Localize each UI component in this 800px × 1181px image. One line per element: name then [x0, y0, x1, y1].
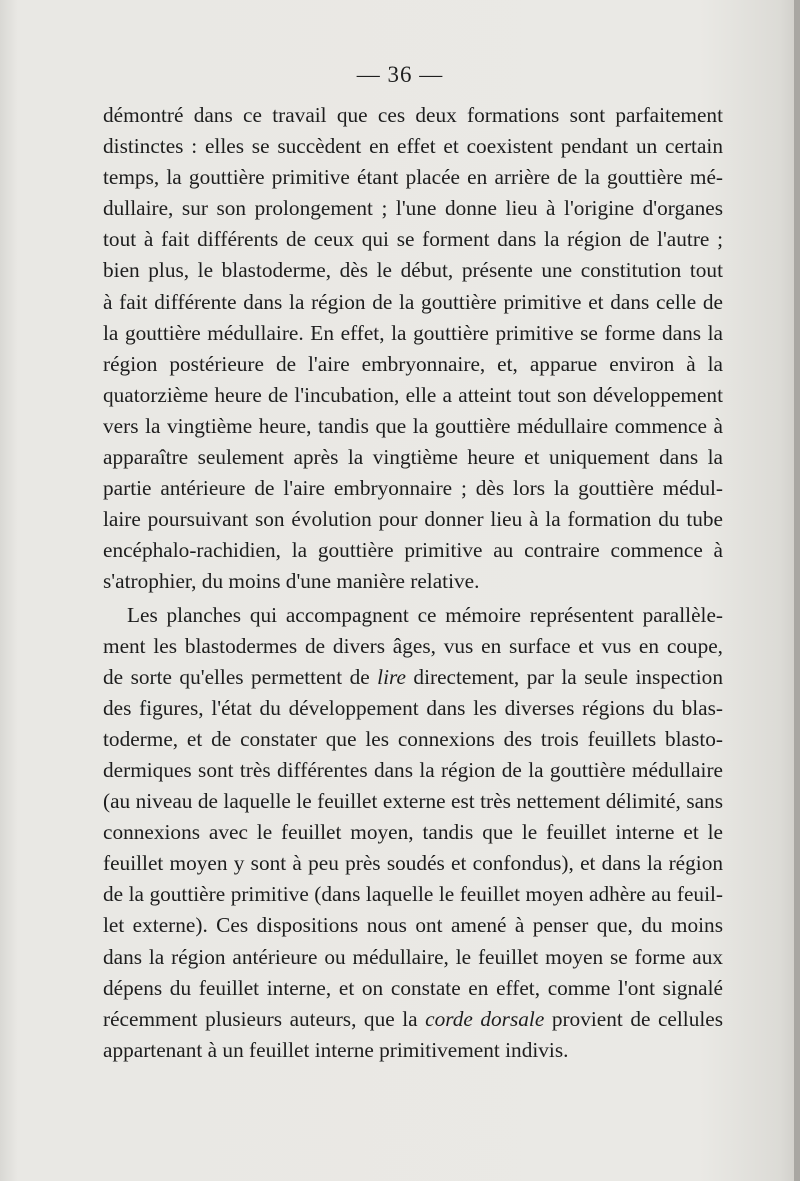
text-line: laire poursuivant son évolution pour donner lieu à la formation du tube [103, 507, 723, 532]
italic-term: corde dorsale [425, 1006, 545, 1031]
text-line: tout à fait différents de ceux qui se forment dans la région de l'autre ; [103, 227, 723, 252]
text-line: encéphalo-rachidien, la gouttière primitive au contraire commence à [103, 538, 723, 563]
text-line: distinctes : elles se succèdent en effet et coexistent pendant un certain [103, 134, 723, 159]
body-text [103, 100, 723, 1066]
text-line: dépens du feuillet interne, et on constate en effet, comme l'ont signalé [103, 975, 723, 1000]
page-number: — 36 — [356, 62, 444, 87]
text-line: let externe). Ces dispositions nous ont amené à penser que, du moins [103, 913, 723, 938]
text-line: appartenant à un feuillet interne primitivement indivis. [103, 1037, 569, 1062]
text-line: (au niveau de laquelle le feuillet externe est très nettement délimité, sans [103, 789, 723, 814]
italic-term: lire [377, 664, 406, 689]
text-line: à fait différente dans la région de la gouttière primitive et dans celle de [103, 289, 723, 314]
paragraph-1 [103, 100, 723, 598]
text-line: dermiques sont très différentes dans la région de la gouttière médullaire [103, 757, 723, 782]
text-line: vers la vingtième heure, tandis que la gouttière médullaire commence à [103, 413, 723, 438]
text-line: dullaire, sur son prolongement ; l'une donne lieu à l'origine d'organes [103, 196, 723, 221]
text-line: s'atrophier, du moins d'une manière relative. [103, 569, 480, 594]
text-line: partie antérieure de l'aire embryonnaire ; dès lors la gouttière médul- [103, 476, 723, 501]
text-line: apparaître seulement après la vingtième heure et uniquement dans la [103, 445, 723, 470]
text-line: Les planches qui accompagnent ce mémoire représentent parallèle- [127, 602, 723, 627]
text-line: dans la région antérieure ou médullaire, le feuillet moyen se forme aux [103, 944, 723, 969]
text-line: la gouttière médullaire. En effet, la gouttière primitive se forme dans la [103, 320, 723, 345]
text-line: des figures, l'état du développement dans les diverses régions du blas- [103, 695, 723, 720]
text-line: feuillet moyen y sont à peu près soudés et confondus), et dans la région [103, 851, 723, 876]
text-line: quatorzième heure de l'incubation, elle a atteint tout son développement [103, 382, 723, 407]
text-line: ment les blastodermes de divers âges, vus en surface et vus en coupe, [103, 633, 723, 658]
text-line-with-italic: récemment plusieurs auteurs, que la corde dorsale provient de cellules [103, 1006, 724, 1031]
page-edge [794, 0, 800, 1181]
text-line: toderme, et de constater que les connexions des trois feuillets blasto- [103, 726, 723, 751]
text-line: région postérieure de l'aire embryonnaire, et, apparue environ à la [103, 351, 723, 376]
paragraph-2 [103, 600, 723, 1066]
text-line: démontré dans ce travail que ces deux formations sont parfaitement [103, 103, 723, 127]
text-line: de la gouttière primitive (dans laquelle le feuillet moyen adhère au feuil- [103, 882, 723, 907]
text-line-with-italic: de sorte qu'elles permettent de lire directement, par la seule inspection [103, 664, 723, 689]
text-line: bien plus, le blastoderme, dès le début, présente une constitution tout [103, 258, 723, 283]
text-line: connexions avec le feuillet moyen, tandis que le feuillet interne et le [103, 820, 723, 845]
text-line: temps, la gouttière primitive étant placée en arrière de la gouttière mé- [103, 165, 723, 190]
